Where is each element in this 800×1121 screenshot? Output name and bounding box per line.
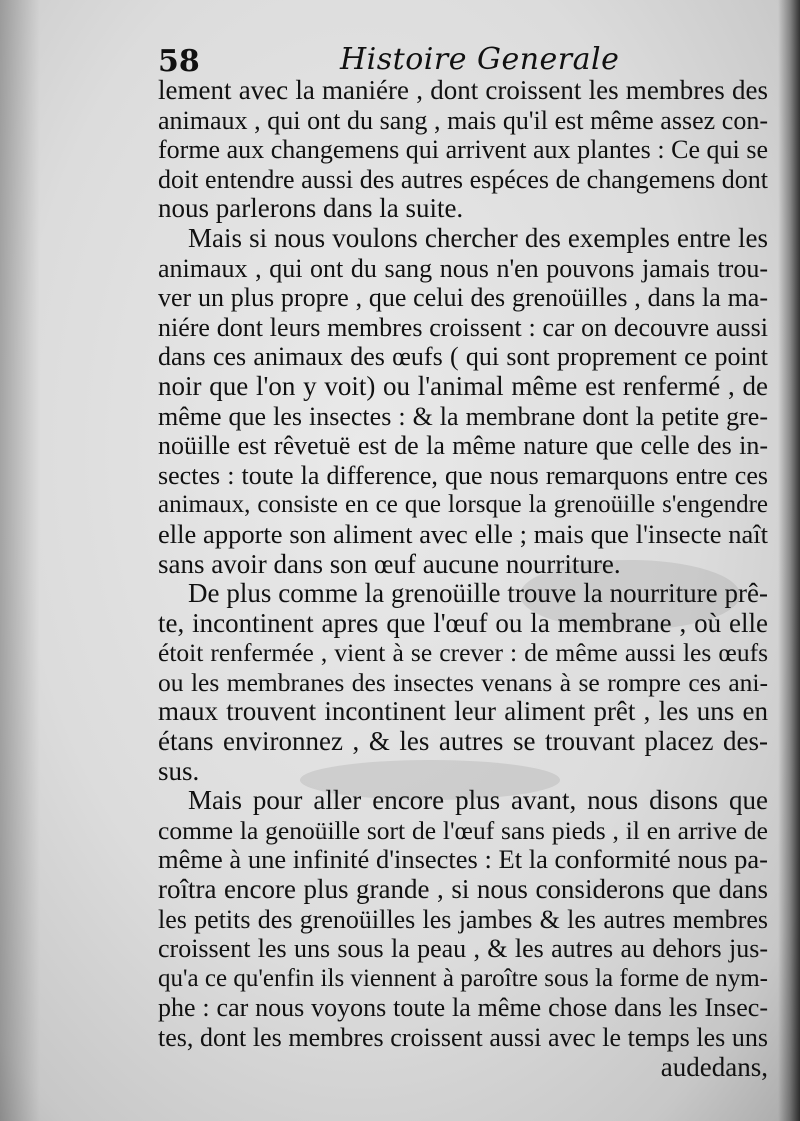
text-line: les petits des grenoüilles les jambes & les autres membres (158, 904, 768, 934)
body-text (158, 76, 768, 1082)
text-line: phe : car nous voyons toute la même chose dans les Insec- (158, 993, 768, 1023)
text-line: Mais si nous voulons chercher des exemples entre les (188, 222, 768, 253)
text-line: animaux , qui ont du sang nous n'en pouvons jamais trou- (158, 253, 768, 283)
text-line: sectes : toute la difference, que nous remarquons entre ces (158, 460, 768, 490)
text-line: niére dont leurs membres croissent : car on decouvre aussi (158, 312, 768, 342)
page-gutter-shadow (778, 0, 800, 1121)
text-line: étans environnez , & les autres se trouvant placez des- (158, 726, 768, 757)
text-line: même que les insectes : & la membrane dont la petite gre- (158, 401, 768, 431)
text-line: qu'a ce qu'enfin ils viennent à paroître sous la forme de nym- (158, 964, 768, 992)
text-line: De plus comme la grenoüille trouve la nourriture prê- (188, 578, 768, 609)
text-line: dans ces animaux des œufs ( qui sont proprement ce point (158, 342, 768, 372)
catchword: audedans, (660, 1051, 768, 1082)
text-line: croissent les uns sous la peau , & les autres au dehors jus- (158, 934, 768, 964)
text-line: sans avoir dans son œuf aucune nourriture. (158, 548, 621, 579)
text-line: doit entendre aussi des autres espéces de changemens dont (158, 164, 768, 194)
text-line: lement avec la maniére , dont croissent les membres des (158, 75, 768, 105)
page-left-shadow (0, 0, 40, 1121)
text-line: te, incontinent apres que l'œuf ou la membrane , où elle (158, 607, 768, 638)
text-line: roîtra encore plus grande , si nous considerons que dans (158, 874, 768, 905)
text-line: forme aux changemens qui arrivent aux plantes : Ce qui se (158, 135, 768, 165)
text-line: tes, dont les membres croissent aussi avec le temps les uns (158, 1023, 768, 1052)
text-line: animaux , qui ont du sang , mais qu'il est même assez con- (158, 105, 768, 135)
text-line: ou les membranes des insectes venans à se rompre ces ani- (158, 667, 768, 697)
text-line: maux trouvent incontinent leur aliment prêt , les uns en (158, 696, 768, 727)
text-line: animaux, consiste en ce que lorsque la grenoüille s'engendre (158, 491, 768, 519)
text-line: noir que l'on y voit) ou l'animal même est renfermé , de (158, 370, 768, 401)
text-line: étoit renfermée , vient à se crever : de même aussi les œufs (158, 638, 768, 668)
text-line: elle apporte son aliment avec elle ; mais que l'insecte naît (158, 518, 768, 549)
running-title: Histoire Generale (340, 42, 620, 77)
text-line: comme la genoüille sort de l'œuf sans pieds , il en arrive de (158, 815, 768, 845)
page-number: 58 (158, 44, 200, 79)
text-line: sus. (158, 755, 200, 786)
text-line: noüille est rêvetuë est de la même nature que celle des in- (158, 431, 768, 461)
text-line: ver un plus propre , que celui des grenoüilles , dans la ma- (158, 283, 768, 313)
text-line: nous parlerons dans la suite. (158, 193, 464, 224)
text-line: Mais pour aller encore plus avant, nous disons que (188, 785, 768, 816)
text-line: même à une infinité d'insectes : Et la conformité nous pa- (158, 844, 768, 875)
